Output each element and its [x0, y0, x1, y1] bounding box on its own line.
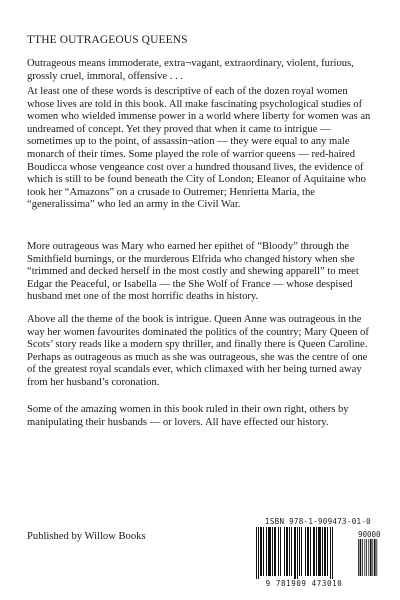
- blurb-paragraph-warrior-queens: At least one of these words is descriptive of each of the dozen royal women whose lives are told in this book. All make fascinating psychological studies of women who wielded immense power in a world where liberty for women was an undreamed of concept. Yet they proved that when it came to intrigue — sometimes up to the point, of assassin¬ation — they were equal to any male monarch of their times. Some played the role of warrior queens — red-haired Boudicca whose vengeance cost over a hundred thousand lives, the evidence of which is still to be found beneath the City of London; Eleanor of Aquitaine who took her “Amazons” on a crusade to Outremer; Henrietta Maria, the “generalissima” who led an army in the Civil War.: [27, 86, 371, 211]
- barcode-bar: [307, 527, 309, 576]
- barcode-bar: [291, 527, 292, 576]
- price-barcode-bar: [372, 539, 373, 576]
- barcode-bar: [286, 527, 288, 576]
- price-barcode-bar: [362, 539, 363, 576]
- barcode-bar: [278, 527, 279, 576]
- publisher-credit: Published by Willow Books: [27, 531, 146, 542]
- barcode-bar: [322, 527, 323, 576]
- barcode-bar: [272, 527, 273, 576]
- barcode-bar: [258, 527, 259, 579]
- barcode-bar: [305, 527, 306, 576]
- barcode-bar: [316, 527, 317, 576]
- barcode-digits: 9 781909 473010: [265, 579, 343, 588]
- price-barcode-bar: [360, 539, 362, 576]
- barcode-bar: [332, 527, 333, 579]
- barcode-bar: [313, 527, 315, 576]
- price-barcode-bar: [368, 539, 369, 576]
- barcode-bar: [289, 527, 290, 576]
- barcode-bar: [280, 527, 281, 576]
- barcode-bar: [327, 527, 328, 576]
- barcode-bar: [310, 527, 311, 576]
- barcode-bar: [260, 527, 262, 576]
- barcode-bar: [299, 527, 300, 576]
- ean13-barcode: [254, 527, 354, 579]
- price-barcode-bar: [358, 539, 359, 576]
- barcode-bar: [274, 527, 276, 576]
- blurb-paragraph-definition: Outrageous means immoderate, extra¬vagant, extraordinary, violent, furious, grossly cruel, immoral, offensive . . .: [27, 58, 354, 82]
- barcode-bar: [324, 527, 326, 576]
- blurb-paragraph-rulers: Some of the amazing women in this book ruled in their own right, others by manipulating their husbands — or lovers. All have effected our history.: [27, 404, 349, 428]
- barcode-bar: [294, 527, 296, 579]
- isbn-barcode-block: [254, 517, 382, 590]
- book-title: TTHE OUTRAGEOUS QUEENS: [27, 34, 188, 46]
- barcode-bar: [284, 527, 285, 576]
- barcode-bar: [266, 527, 267, 576]
- barcode-bar: [318, 527, 321, 576]
- barcode-bar: [301, 527, 302, 576]
- barcode-bar: [297, 527, 298, 579]
- price-barcode-bar: [370, 539, 372, 576]
- barcode-bar: [256, 527, 257, 579]
- barcode-bar: [263, 527, 264, 576]
- blurb-paragraph-bloody-mary: More outrageous was Mary who earned her epithet of “Bloody” through the Smithfield burnings, or the murderous Elfrida who changed history when she “trimmed and decked herself in the most costly and shewing apparell” to meet Edgar the Peaceful, or Isabella — the She Wolf of France — whose despised husband met one of the most horrific deaths in history.: [27, 241, 359, 303]
- price-barcode-bar: [374, 539, 376, 576]
- price-barcode-bar: [364, 539, 365, 576]
- price-code: 90000: [358, 530, 381, 539]
- barcode-bar: [330, 527, 331, 579]
- price-barcode-bar: [366, 539, 367, 576]
- barcode-bar: [268, 527, 271, 576]
- isbn-label: ISBN 978-1-909473-01-0: [265, 517, 371, 526]
- price-barcode-bar: [376, 539, 377, 576]
- blurb-paragraph-intrigue: Above all the theme of the book is intrigue. Queen Anne was outrageous in the way her women favourites dominated the politics of the country; Mary Queen of Scots’ story reads like a modern spy thriller, and finally there is Queen Caroline. Perhaps as outrageous as much as she was outrageous, she was the centre of one of the greatest royal scandals ever, which climaxed with her being turned away from her husband’s coronation.: [27, 314, 369, 388]
